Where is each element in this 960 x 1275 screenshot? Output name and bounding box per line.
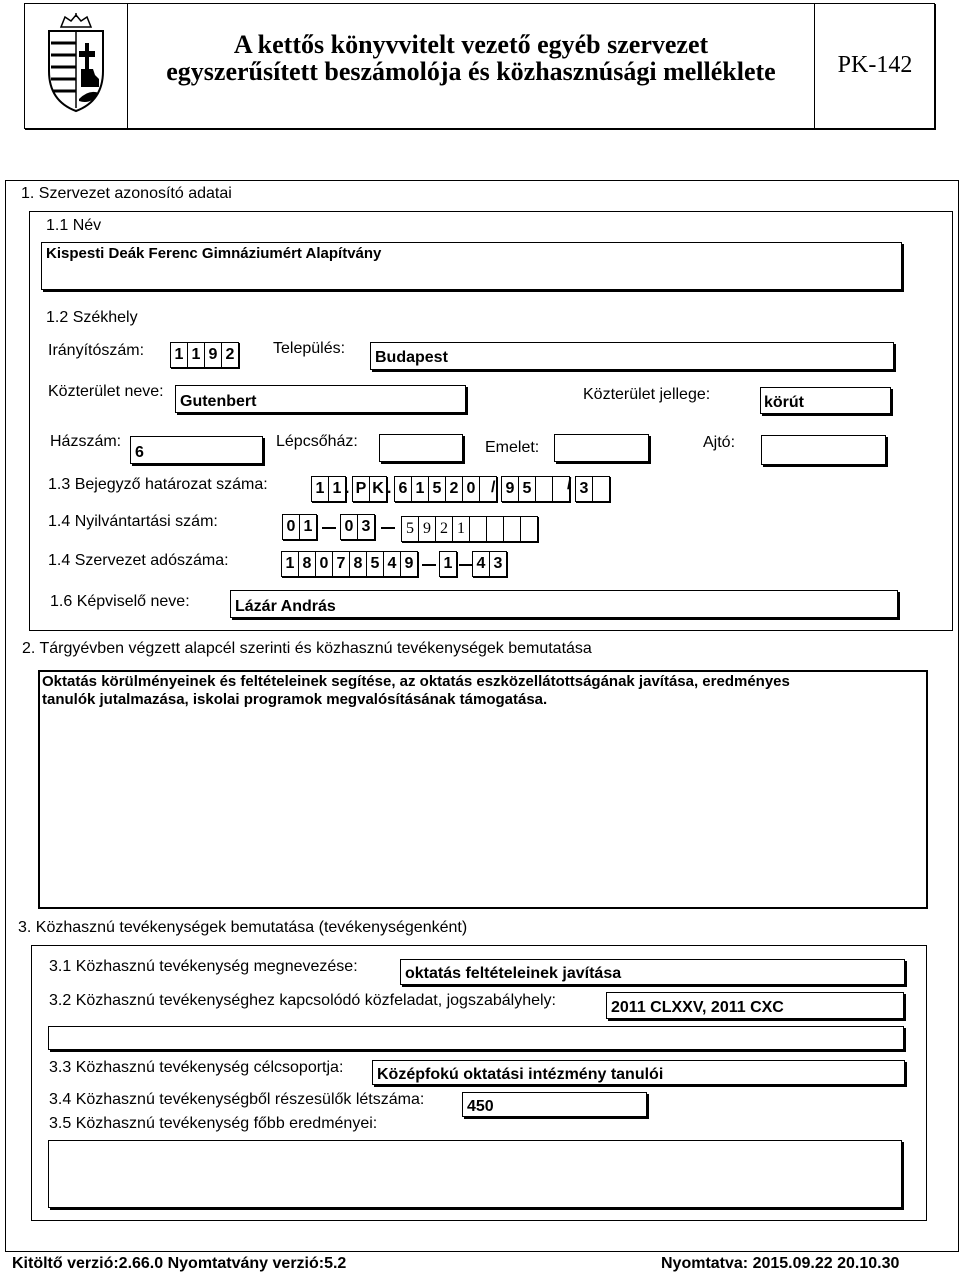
- tax-digit[interactable]: 9: [400, 551, 418, 577]
- registry-dash: [322, 527, 336, 529]
- activity-description-line2: tanulók jutalmazása, iskolai programok megvalósításának támogatása.: [42, 691, 548, 708]
- tax-digit[interactable]: 1: [439, 551, 457, 577]
- house-field[interactable]: [130, 436, 263, 464]
- reg-decision-digit[interactable]: 3: [575, 476, 593, 502]
- door-label: Ajtó:: [703, 434, 736, 451]
- q5-label: 3.5 Közhasznú tevékenység főbb eredményei:: [49, 1115, 378, 1132]
- q2-field[interactable]: [606, 992, 904, 1019]
- q1-label: 3.1 Közhasznú tevékenység megnevezése:: [49, 958, 358, 975]
- city-field[interactable]: [370, 342, 894, 370]
- reg-decision-separator: .: [345, 480, 350, 497]
- zip-digit[interactable]: 1: [170, 342, 188, 368]
- q4-label: 3.4 Közhasznú tevékenységből részesülők létszáma:: [49, 1091, 425, 1108]
- street-field[interactable]: [175, 385, 466, 413]
- tax-digit[interactable]: 4: [383, 551, 401, 577]
- reg-decision-label: 1.3 Bejegyző határozat száma:: [48, 476, 268, 493]
- hungarian-coat-of-arms-icon: [41, 13, 111, 113]
- reg-decision-digit[interactable]: 5: [428, 476, 446, 502]
- q4-value: 450: [467, 1098, 494, 1115]
- registry-digit[interactable]: 9: [418, 516, 436, 542]
- registry-digit[interactable]: [486, 516, 504, 542]
- footer-left: Kitöltő verzió:2.66.0 Nyomtatvány verzió:5.2: [12, 1255, 347, 1272]
- reg-decision-digit[interactable]: [592, 476, 610, 502]
- reg-decision-digit[interactable]: 6: [394, 476, 412, 502]
- q3-field[interactable]: [372, 1060, 905, 1085]
- reg-decision-separator: .: [387, 480, 392, 497]
- floor-label: Emelet:: [485, 439, 540, 456]
- city-value: Budapest: [375, 349, 448, 366]
- section3-title: 3. Közhasznú tevékenységek bemutatása (tevékenységenként): [18, 919, 468, 936]
- name-label: 1.1 Név: [46, 217, 102, 234]
- registry-digit[interactable]: 0: [282, 514, 300, 540]
- registry-digit[interactable]: 1: [299, 514, 317, 540]
- tax-digit[interactable]: 8: [298, 551, 316, 577]
- registry-dash: [381, 527, 395, 529]
- section1-title: 1. Szervezet azonosító adatai: [21, 185, 232, 202]
- tax-dash: [459, 564, 473, 566]
- activity-description-line1: Oktatás körülményeinek és feltételeinek segítése, az oktatás eszközellátottságának javítása, eredményes: [42, 673, 790, 690]
- seat-label: 1.2 Székhely: [46, 309, 138, 326]
- q3-value: Középfokú oktatási intézmény tanulói: [377, 1066, 664, 1083]
- reg-decision-digit[interactable]: 1: [411, 476, 429, 502]
- rep-label: 1.6 Képviselő neve:: [50, 593, 190, 610]
- q4-field[interactable]: [462, 1092, 647, 1117]
- floor-field[interactable]: [554, 434, 649, 462]
- street-label: Közterület neve:: [48, 383, 164, 400]
- reg-decision-digit[interactable]: K: [369, 476, 387, 502]
- rep-field[interactable]: [230, 590, 898, 618]
- street-type-field[interactable]: [760, 387, 891, 414]
- tax-digit[interactable]: 4: [472, 551, 490, 577]
- header-title-cell: [128, 3, 815, 129]
- registry-digit[interactable]: 5: [401, 516, 419, 542]
- form-code: PK-142: [837, 52, 913, 78]
- reg-decision-separator: /: [491, 479, 496, 496]
- city-label: Település:: [273, 340, 346, 357]
- reg-decision-separator: /: [567, 476, 572, 493]
- registry-digit[interactable]: 1: [452, 516, 470, 542]
- reg-decision-digit[interactable]: 9: [501, 476, 519, 502]
- zip-label: Irányítószám:: [48, 342, 145, 359]
- tax-digit[interactable]: 0: [315, 551, 333, 577]
- q1-field[interactable]: [400, 959, 905, 985]
- registry-digit[interactable]: [469, 516, 487, 542]
- registry-label: 1.4 Nyilvántartási szám:: [48, 513, 218, 530]
- stair-label: Lépcsőház:: [276, 433, 358, 450]
- q2-value: 2011 CLXXV, 2011 CXC: [611, 999, 784, 1016]
- zip-digit[interactable]: 1: [187, 342, 205, 368]
- section2-title: 2. Tárgyévben végzett alapcél szerinti és közhasznú tevékenységek bemutatása: [22, 640, 592, 657]
- q2-field-extra[interactable]: [48, 1026, 904, 1050]
- zip-digit[interactable]: 2: [221, 342, 239, 368]
- house-value: 6: [135, 444, 144, 461]
- reg-decision-digit[interactable]: 0: [462, 476, 480, 502]
- q2-label: 3.2 Közhasznú tevékenységhez kapcsolódó közfeladat, jogszabályhely:: [49, 992, 556, 1009]
- stair-field[interactable]: [379, 434, 463, 462]
- activity-description-field[interactable]: [38, 670, 928, 909]
- tax-digit[interactable]: 3: [489, 551, 507, 577]
- tax-digit[interactable]: 8: [349, 551, 367, 577]
- q3-label: 3.3 Közhasznú tevékenység célcsoportja:: [49, 1059, 344, 1076]
- logo-cell: [24, 3, 128, 129]
- reg-decision-digit[interactable]: P: [352, 476, 370, 502]
- tax-label: 1.4 Szervezet adószáma:: [48, 552, 229, 569]
- tax-digit[interactable]: 5: [366, 551, 384, 577]
- reg-decision-digit[interactable]: 1: [311, 476, 329, 502]
- tax-digit[interactable]: 1: [281, 551, 299, 577]
- reg-decision-digit[interactable]: 1: [328, 476, 346, 502]
- registry-digit[interactable]: 0: [340, 514, 358, 540]
- door-field[interactable]: [761, 435, 886, 465]
- name-field[interactable]: [41, 242, 902, 290]
- street-type-label: Közterület jellege:: [583, 386, 711, 403]
- registry-digit[interactable]: [520, 516, 538, 542]
- q5-field[interactable]: [48, 1140, 902, 1208]
- tax-digit[interactable]: 7: [332, 551, 350, 577]
- footer-right: Nyomtatva: 2015.09.22 20.10.30: [661, 1255, 900, 1272]
- house-label: Házszám:: [50, 433, 122, 450]
- header-title-line2: egyszerűsített beszámolója és közhasznúsági melléklete: [166, 57, 776, 86]
- registry-digit[interactable]: 2: [435, 516, 453, 542]
- registry-digit[interactable]: 3: [357, 514, 375, 540]
- reg-decision-digit[interactable]: [535, 476, 553, 502]
- zip-digit[interactable]: 9: [204, 342, 222, 368]
- rep-value: Lázár András: [235, 598, 336, 615]
- q1-value: oktatás feltételeinek javítása: [405, 965, 622, 982]
- registry-digit[interactable]: [503, 516, 521, 542]
- street-value: Gutenbert: [180, 393, 257, 410]
- header-title-line1: A kettős könyvvitelt vezető egyéb szervezet: [233, 30, 709, 59]
- tax-dash: [422, 564, 436, 566]
- name-value: Kispesti Deák Ferenc Gimnáziumért Alapítvány: [46, 245, 382, 262]
- street-type-value: körút: [764, 394, 804, 411]
- reg-decision-digit[interactable]: 2: [445, 476, 463, 502]
- reg-decision-digit[interactable]: 5: [518, 476, 536, 502]
